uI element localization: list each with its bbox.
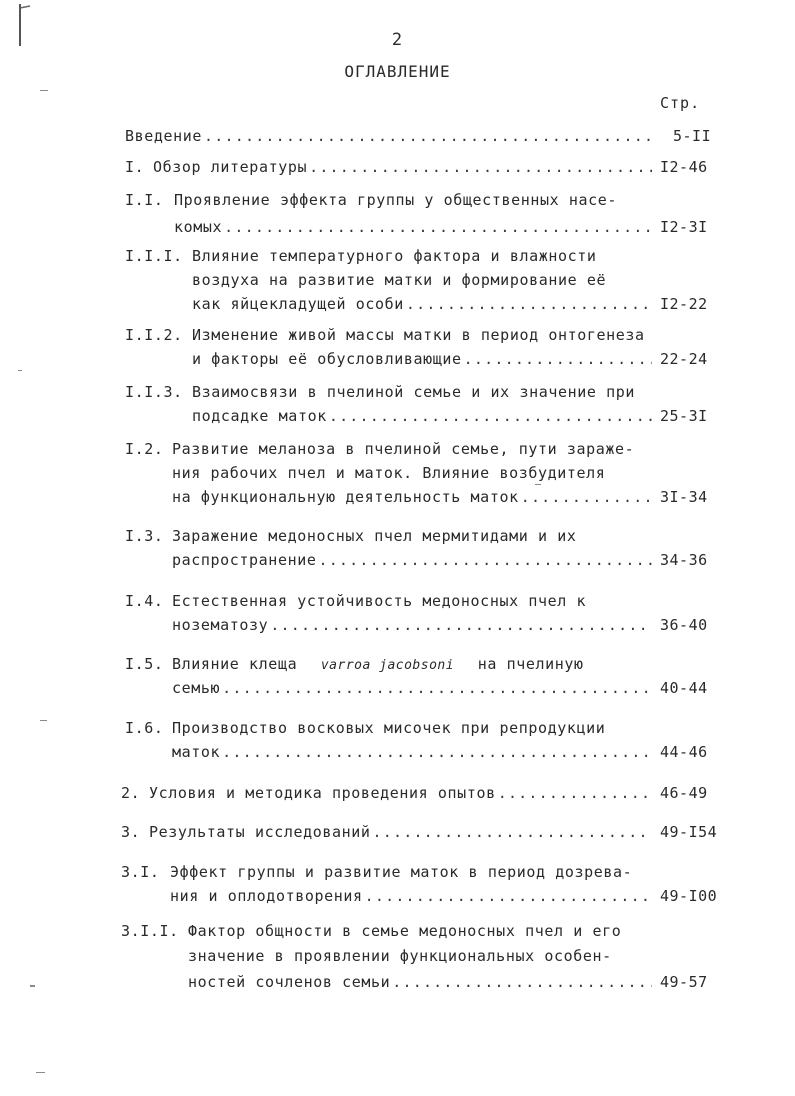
toc-entry-pages: 34-36 — [660, 551, 708, 569]
dot-leader — [270, 613, 652, 637]
toc-entry-number: 2. — [121, 784, 141, 802]
toc-entry-text: Проявление эффекта группы у общественных насе- — [174, 191, 618, 209]
toc-entry-wax-cups — [172, 740, 658, 764]
toc-entry-number: I.I.3. — [125, 383, 183, 401]
toc-entry-number: I.I.I. — [125, 247, 183, 265]
toc-entry-text: Взаимосвязи в пчелиной семье и их значение при — [192, 383, 636, 401]
toc-entry-introduction — [125, 124, 660, 148]
toc-entry-text: Влияние температурного фактора и влажности — [192, 247, 597, 265]
toc-entry-pages: 22-24 — [660, 350, 708, 368]
toc-entry-text: значение в проявлении функциональных особен- — [188, 947, 612, 965]
toc-entry-text: Производство восковых мисочек при репродукции — [172, 719, 606, 737]
toc-entry-text: семью — [172, 679, 221, 697]
toc-entry-pages: 25-3I — [660, 407, 708, 425]
dot-leader — [373, 820, 652, 844]
toc-entry-varroa — [172, 676, 658, 700]
toc-entry-text: воздуха на развитие матки и формирование её — [192, 271, 607, 289]
toc-entry-text: Естественная устойчивость медоносных пчел к — [172, 592, 587, 610]
dot-leader — [521, 485, 652, 509]
toc-entry-text: ния и оплодотворения — [170, 887, 363, 905]
toc-entry-text: и факторы её обусловливающие — [192, 350, 462, 368]
toc-entry-number: I.5. — [125, 655, 164, 673]
toc-entry-text: Заражение медоносных пчел мермитидами и их — [172, 527, 577, 545]
page-column-header: Стр. — [660, 94, 701, 112]
toc-entry-text-part: Влияние клеща — [172, 655, 298, 673]
toc-entry-number: 3.I.I. — [121, 922, 179, 940]
toc-entry-results — [149, 820, 658, 844]
toc-entry-text: ностей сочленов семьи — [188, 973, 391, 991]
toc-entry-text: Фактор общности в семье медоносных пчел и его — [188, 922, 622, 940]
toc-entry-number: I.2. — [125, 440, 164, 458]
page-number: 2 — [391, 30, 404, 50]
toc-entry-mermithids — [172, 548, 658, 572]
dot-leader — [406, 292, 652, 316]
toc-entry-text: как яйцекладущей особи — [192, 295, 404, 313]
toc-title: ОГЛАВЛЕНИЕ — [344, 62, 451, 81]
toc-entry-pages: 3I-34 — [660, 488, 708, 506]
toc-entry-text: ния рабочих пчел и маток. Влияние возбудителя — [172, 464, 606, 482]
toc-entry-text: Результаты исследований — [149, 823, 371, 841]
scan-speck — [30, 985, 35, 987]
toc-entry-melanosis — [172, 485, 658, 509]
toc-entry-number: I.I. — [125, 191, 164, 209]
toc-entry-live-mass — [192, 347, 658, 371]
toc-entry-number: 3.I. — [121, 863, 160, 881]
dot-leader — [204, 124, 654, 148]
toc-entry-community-factor — [188, 970, 658, 994]
toc-entry-text: комых — [174, 218, 223, 236]
toc-entry-number: I. — [125, 158, 145, 176]
dot-leader — [224, 215, 652, 239]
dot-leader — [329, 404, 652, 428]
toc-entry-text: на функциональную деятельность маток — [172, 488, 519, 506]
toc-entry-text: Обзор литературы — [153, 158, 308, 176]
dot-leader — [392, 970, 652, 994]
toc-entry-pages: 49-57 — [660, 973, 708, 991]
dot-leader — [498, 781, 652, 805]
toc-entry-text — [172, 652, 584, 676]
toc-entry-pages: 49-I00 — [660, 887, 718, 905]
toc-entry-relations — [192, 404, 658, 428]
toc-entry-text: Эффект группы и развитие маток в период дозрева- — [170, 863, 633, 881]
toc-entry-text: Введение — [125, 127, 203, 145]
dot-leader — [365, 884, 652, 908]
toc-entry-nosema — [172, 613, 658, 637]
toc-entry-number: I.6. — [125, 719, 164, 737]
toc-entry-text: нозематозу — [172, 616, 269, 634]
toc-entry-pages: I2-22 — [660, 295, 708, 313]
toc-entry-number: 3. — [121, 823, 141, 841]
toc-entry-text: Изменение живой массы матки в период онтогенеза — [192, 326, 645, 344]
scan-speck — [36, 1072, 45, 1073]
scan-speck — [18, 370, 22, 371]
toc-entry-pages: I2-3I — [660, 218, 708, 236]
toc-entry-number: I.4. — [125, 592, 164, 610]
dot-leader — [222, 676, 652, 700]
toc-entry-pages: 44-46 — [660, 743, 708, 761]
scan-speck — [40, 90, 48, 91]
scan-speck — [40, 720, 47, 721]
toc-entry-text: Условия и методика проведения опытов — [149, 784, 496, 802]
toc-entry-group-effect — [174, 215, 658, 239]
toc-entry-number: I.I.2. — [125, 326, 183, 344]
toc-entry-pages: I2-46 — [660, 158, 708, 176]
dot-leader — [222, 740, 652, 764]
dot-leader — [464, 347, 652, 371]
toc-entry-methods — [149, 781, 658, 805]
toc-entry-number: I.3. — [125, 527, 164, 545]
toc-entry-text: подсадке маток — [192, 407, 327, 425]
toc-entry-pages: 5-II — [673, 127, 712, 145]
toc-entry-pages: 36-40 — [660, 616, 708, 634]
toc-entry-maturation — [170, 884, 658, 908]
toc-entry-text: Развитие меланоза в пчелиной семье, пути зараже- — [172, 440, 635, 458]
toc-entry-pages: 46-49 — [660, 784, 708, 802]
toc-entry-review — [153, 155, 658, 179]
dot-leader — [309, 155, 652, 179]
toc-entry-pages: 49-I54 — [660, 823, 718, 841]
toc-entry-text-part: на пчелиную — [477, 655, 584, 673]
toc-entry-pages: 40-44 — [660, 679, 708, 697]
latin-species-name: varroa jacobsoni — [320, 658, 455, 673]
toc-entry-text: маток — [172, 743, 221, 761]
dot-leader — [318, 548, 652, 572]
toc-entry-temperature — [192, 292, 658, 316]
toc-entry-text: распространение — [172, 551, 317, 569]
